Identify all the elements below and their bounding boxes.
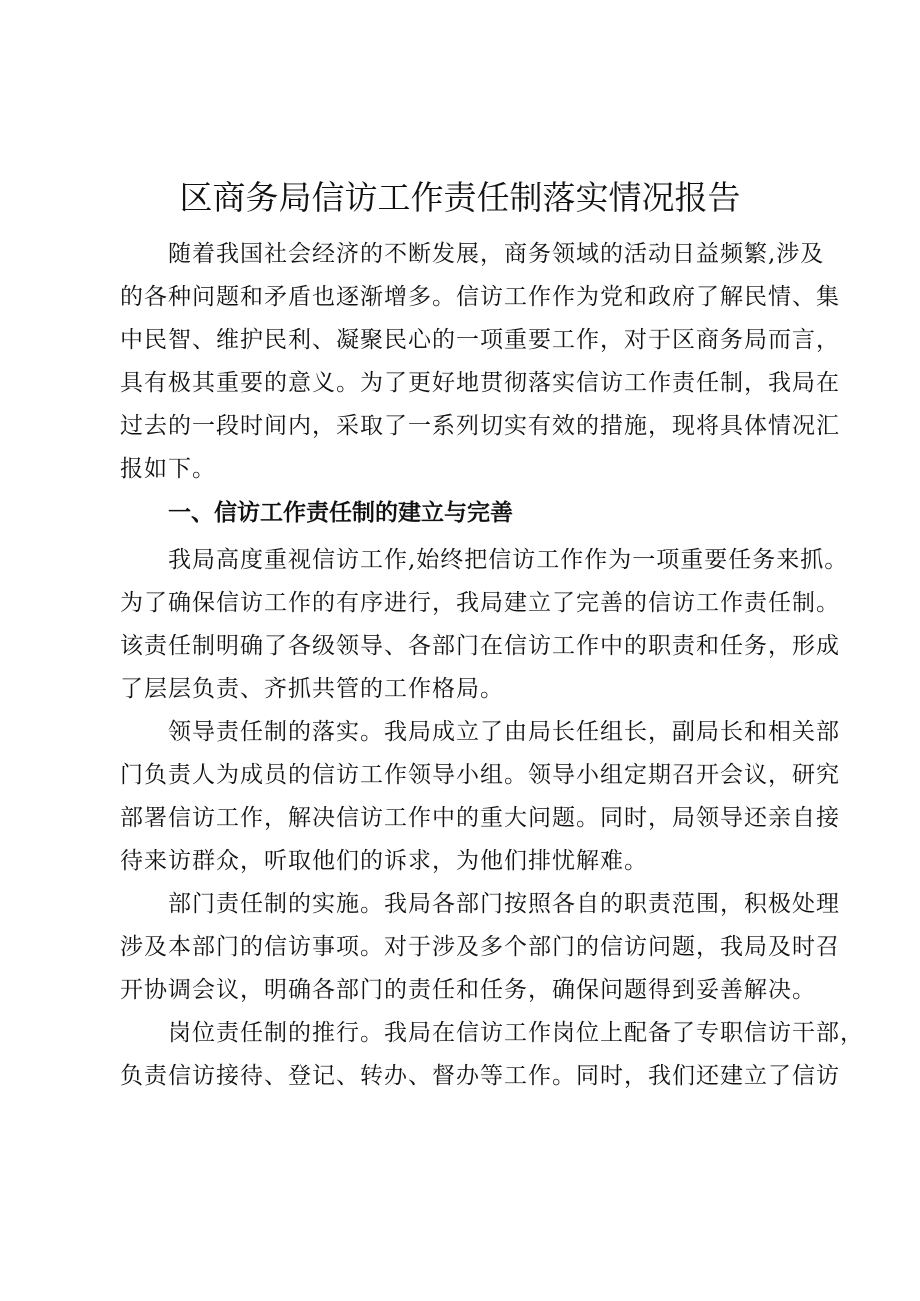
text-line: 涉及本部门的信访事项。对于涉及多个部门的信访问题，我局及时召: [120, 934, 840, 960]
text-line: 随着我国社会经济的不断发展，商务领域的活动日益频繁,涉及: [168, 241, 825, 267]
paragraph-2: [120, 711, 840, 883]
paragraph-1: [120, 539, 849, 711]
text-line: 该责任制明确了各级领导、各部门在信访工作中的职责和任务，形成: [120, 633, 840, 659]
text-line: 部署信访工作，解决信访工作中的重大问题。同时，局领导还亲自接: [120, 805, 840, 831]
paragraph-3: [120, 883, 840, 1012]
text-line: 待来访群众，听取他们的诉求，为他们排忧解难。: [120, 848, 648, 874]
text-line: 为了确保信访工作的有序进行，我局建立了完善的信访工作责任制。: [120, 590, 840, 616]
text-line: 报如下。: [120, 456, 216, 482]
text-line: 我局高度重视信访工作,始终把信访工作作为一项重要任务来抓。: [168, 547, 849, 573]
document-title: 区商务局信访工作责任制落实情况报告: [179, 178, 741, 217]
intro-paragraph: [120, 233, 840, 491]
text-line: 门负责人为成员的信访工作领导小组。领导小组定期召开会议，研究: [120, 762, 840, 788]
text-line: 领导责任制的落实。我局成立了由局长任组长，副局长和相关部: [168, 719, 840, 745]
text-line: 部门责任制的实施。我局各部门按照各自的职责范围，积极处理: [168, 891, 840, 917]
paragraph-4: [120, 1012, 864, 1098]
text-line: 开协调会议，明确各部门的责任和任务，确保问题得到妥善解决。: [120, 977, 816, 1003]
text-line: 负责信访接待、登记、转办、督办等工作。同时，我们还建立了信访: [120, 1063, 840, 1089]
text-line: 岗位责任制的推行。我局在信访工作岗位上配备了专职信访干部，: [168, 1020, 864, 1046]
text-line: 具有极其重要的意义。为了更好地贯彻落实信访工作责任制，我局在: [120, 370, 840, 396]
text-line: 过去的一段时间内，采取了一系列切实有效的措施，现将具体情况汇: [120, 413, 840, 439]
text-line: 的各种问题和矛盾也逐渐增多。信访工作作为党和政府了解民情、集: [120, 284, 840, 310]
text-line: 中民智、维护民利、凝聚民心的一项重要工作，对于区商务局而言，: [120, 327, 840, 353]
section-heading: 一、信访工作责任制的建立与完善: [168, 500, 513, 526]
text-line: 了层层负责、齐抓共管的工作格局。: [120, 676, 504, 702]
